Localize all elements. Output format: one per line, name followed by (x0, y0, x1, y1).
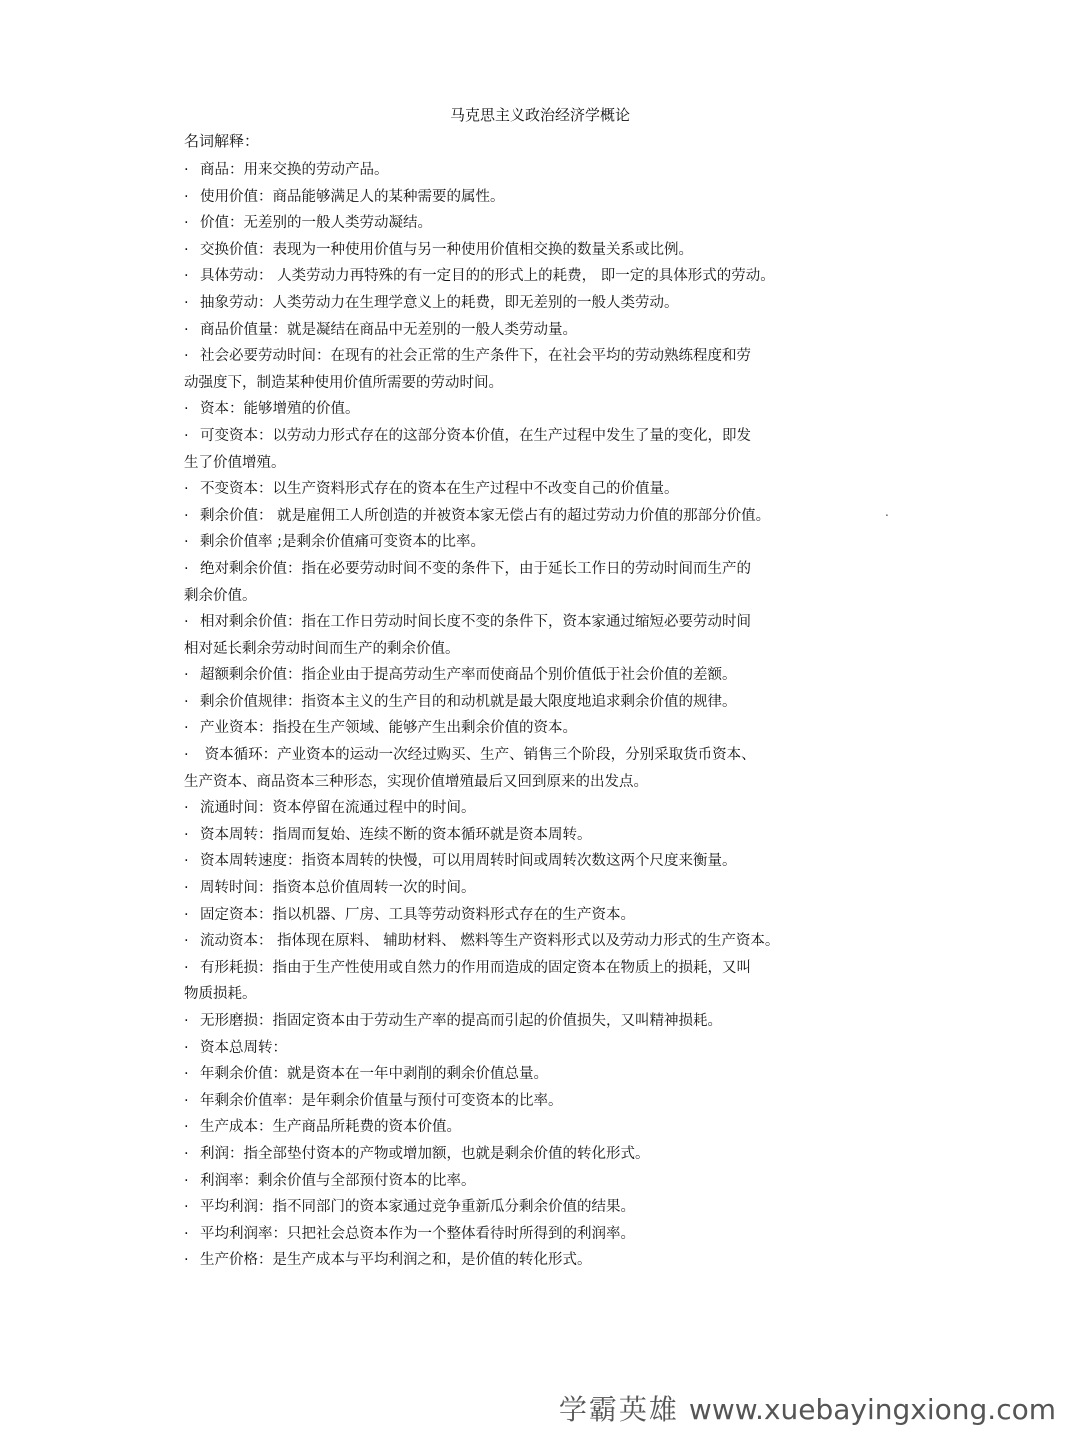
bullet-icon: · (184, 1066, 189, 1083)
bullet-icon: · (184, 747, 189, 764)
bullet-icon: · (184, 667, 189, 684)
definition-text: 交换价值：表现为一种使用价值与另一种使用价值相交换的数量关系或比例。 (200, 241, 693, 258)
definition-continuation: 相对延长剩余劳动时间而生产的剩余价值。 (184, 640, 460, 657)
definition-entry (184, 157, 904, 184)
bullet-icon: · (184, 614, 189, 631)
definition-entry (184, 423, 904, 476)
definition-entry (184, 343, 904, 396)
definition-text: 剩余价值： 就是雇佣工人所创造的并被资本家无偿占有的超过劳动力价值的那部分价值。 (200, 507, 771, 524)
bullet-icon: · (184, 959, 189, 976)
section-heading: 名词解释： (184, 132, 260, 150)
definition-text: 利润：指全部垫付资本的产物或增加额，也就是剩余价值的转化形式。 (200, 1145, 650, 1162)
bullet-icon: · (184, 321, 189, 338)
definition-entry (184, 1088, 904, 1115)
bullet-icon: · (184, 693, 189, 710)
definition-entry (184, 1168, 904, 1195)
definition-text: 利润率：剩余价值与全部预付资本的比率。 (200, 1172, 476, 1189)
definition-entry (184, 476, 904, 503)
bullet-icon: · (184, 241, 189, 258)
definition-text: 周转时间：指资本总价值周转一次的时间。 (200, 880, 476, 897)
definition-entry (184, 848, 904, 875)
definition-continuation: 动强度下，制造某种使用价值所需要的劳动时间。 (184, 374, 503, 391)
bullet-icon: · (184, 826, 189, 843)
definition-entry (184, 1247, 904, 1274)
definition-entry (184, 609, 904, 662)
definition-text: 抽象劳动：人类劳动力在生理学意义上的耗费，即无差别的一般人类劳动。 (200, 294, 679, 311)
bullet-icon: · (184, 348, 189, 365)
bullet-icon: · (184, 162, 189, 178)
definition-text: 平均利润率：只把社会总资本作为一个整体看待时所得到的利润率。 (200, 1225, 635, 1242)
definition-text: 资本总周转： (200, 1039, 287, 1056)
bullet-icon: · (184, 880, 189, 897)
definition-entry (184, 902, 904, 929)
definition-list (184, 157, 904, 1274)
definition-text: 具体劳动： 人类劳动力再特殊的有一定目的的形式上的耗费， 即一定的具体形式的劳动。 (200, 268, 775, 285)
definition-text: 年剩余价值：就是资本在一年中剥削的剩余价值总量。 (200, 1066, 548, 1083)
definition-entry (184, 715, 904, 742)
bullet-icon: · (184, 188, 189, 205)
definition-text: 生产价格：是生产成本与平均利润之和，是价值的转化形式。 (200, 1252, 592, 1269)
definition-text: 社会必要劳动时间：在现有的社会正常的生产条件下，在社会平均的劳动熟练程度和劳 (200, 348, 751, 365)
bullet-icon: · (184, 1199, 189, 1216)
definition-text: 资本：能够增殖的价值。 (200, 401, 360, 418)
bullet-icon: · (184, 720, 189, 737)
definition-entry (184, 1114, 904, 1141)
bullet-icon: · (184, 268, 189, 285)
bullet-icon: · (184, 1119, 189, 1136)
definition-entry (184, 928, 904, 955)
definition-entry (184, 822, 904, 849)
definition-entry (184, 237, 904, 264)
definition-text: 相对剩余价值：指在工作日劳动时间长度不变的条件下，资本家通过缩短必要劳动时间 (200, 614, 751, 631)
definition-entry (184, 1061, 904, 1088)
bullet-icon: · (184, 1039, 189, 1056)
definition-entry (184, 529, 904, 556)
definition-text: 资本循环：产业资本的运动一次经过购买、生产、销售三个阶段，分别采取货币资本、 (200, 747, 756, 764)
definition-entry (184, 689, 904, 716)
definition-entry (184, 742, 904, 795)
definition-entry (184, 1221, 904, 1248)
definition-entry (184, 210, 904, 237)
bullet-icon: · (184, 294, 189, 311)
definition-text: 年剩余价值率：是年剩余价值量与预付可变资本的比率。 (200, 1092, 563, 1109)
definition-text: 使用价值：商品能够满足人的某种需要的属性。 (200, 188, 505, 205)
definition-text: 平均利润：指不同部门的资本家通过竞争重新瓜分剩余价值的结果。 (200, 1199, 635, 1216)
definition-text: 剩余价值率 ;是剩余价值痛可变资本的比率。 (200, 534, 485, 551)
bullet-icon: · (184, 1252, 189, 1269)
bullet-icon: · (184, 507, 189, 524)
definition-entry (184, 1194, 904, 1221)
definition-text: 商品：用来交换的劳动产品。 (200, 162, 389, 178)
bullet-icon: · (184, 906, 189, 923)
stray-mark: . (885, 505, 889, 519)
definition-entry (184, 290, 904, 317)
definition-entry (184, 263, 904, 290)
definition-entry (184, 1141, 904, 1168)
definition-entry (184, 184, 904, 211)
definition-entry (184, 795, 904, 822)
definition-text: 资本周转速度：指资本周转的快慢，可以用周转时间或周转次数这两个尺度来衡量。 (200, 853, 737, 870)
definition-text: 可变资本：以劳动力形式存在的这部分资本价值，在生产过程中发生了量的变化，即发 (200, 427, 751, 444)
definition-entry (184, 396, 904, 423)
bullet-icon: · (184, 215, 189, 232)
definition-text: 超额剩余价值：指企业由于提高劳动生产率而使商品个别价值低于社会价值的差额。 (200, 667, 737, 684)
definition-text: 产业资本：指投在生产领域、能够产生出剩余价值的资本。 (200, 720, 577, 737)
definition-text: 生产成本：生产商品所耗费的资本价值。 (200, 1119, 461, 1136)
bullet-icon: · (184, 1172, 189, 1189)
bullet-icon: · (184, 800, 189, 817)
bullet-icon: · (184, 1145, 189, 1162)
definition-continuation: 生产资本、商品资本三种形态，实现价值增殖最后又回到原来的出发点。 (184, 773, 648, 790)
definition-text: 流通时间：资本停留在流通过程中的时间。 (200, 800, 476, 817)
bullet-icon: · (184, 401, 189, 418)
bullet-icon: · (184, 481, 189, 498)
definition-text: 有形耗损：指由于生产性使用或自然力的作用而造成的固定资本在物质上的损耗，又叫 (200, 959, 751, 976)
definition-text: 流动资本： 指体现在原料、 辅助材料、 燃料等生产资料形式以及劳动力形式的生产资本。 (200, 933, 780, 950)
definition-entry (184, 503, 904, 530)
watermark-url: www.xuebayingxiong.com (688, 1393, 1056, 1426)
definition-entry (184, 875, 904, 902)
bullet-icon: · (184, 933, 189, 950)
definition-entry (184, 1035, 904, 1062)
definition-continuation: 剩余价值。 (184, 587, 257, 604)
bullet-icon: · (184, 853, 189, 870)
bullet-icon: · (184, 1225, 189, 1242)
definition-text: 固定资本：指以机器、厂房、工具等劳动资料形式存在的生产资本。 (200, 906, 635, 923)
definition-text: 绝对剩余价值：指在必要劳动时间不变的条件下，由于延长工作日的劳动时间而生产的 (200, 560, 751, 577)
page-title: 马克思主义政治经济学概论 (449, 106, 630, 124)
definition-text: 不变资本：以生产资料形式存在的资本在生产过程中不改变自己的价值量。 (200, 481, 679, 498)
definition-entry (184, 317, 904, 344)
definition-text: 资本周转：指周而复始、连续不断的资本循环就是资本周转。 (200, 826, 592, 843)
definition-entry (184, 662, 904, 689)
watermark (559, 1392, 1056, 1428)
definition-text: 商品价值量：就是凝结在商品中无差别的一般人类劳动量。 (200, 321, 577, 338)
bullet-icon: · (184, 560, 189, 577)
definition-continuation: 生了价值增殖。 (184, 454, 286, 471)
bullet-icon: · (184, 534, 189, 551)
definition-entry (184, 955, 904, 1008)
bullet-icon: · (184, 1092, 189, 1109)
watermark-brand: 学霸英雄 (558, 1393, 679, 1426)
definition-text: 价值：无差别的一般人类劳动凝结。 (200, 215, 432, 232)
definition-entry (184, 1008, 904, 1035)
bullet-icon: · (184, 427, 189, 444)
definition-text: 无形磨损：指固定资本由于劳动生产率的提高而引起的价值损失，又叫精神损耗。 (200, 1013, 722, 1029)
definition-text: 剩余价值规律：指资本主义的生产目的和动机就是最大限度地追求剩余价值的规律。 (200, 693, 737, 710)
bullet-icon: · (184, 1013, 189, 1029)
definition-entry (184, 556, 904, 609)
definition-continuation: 物质损耗。 (184, 986, 257, 1003)
